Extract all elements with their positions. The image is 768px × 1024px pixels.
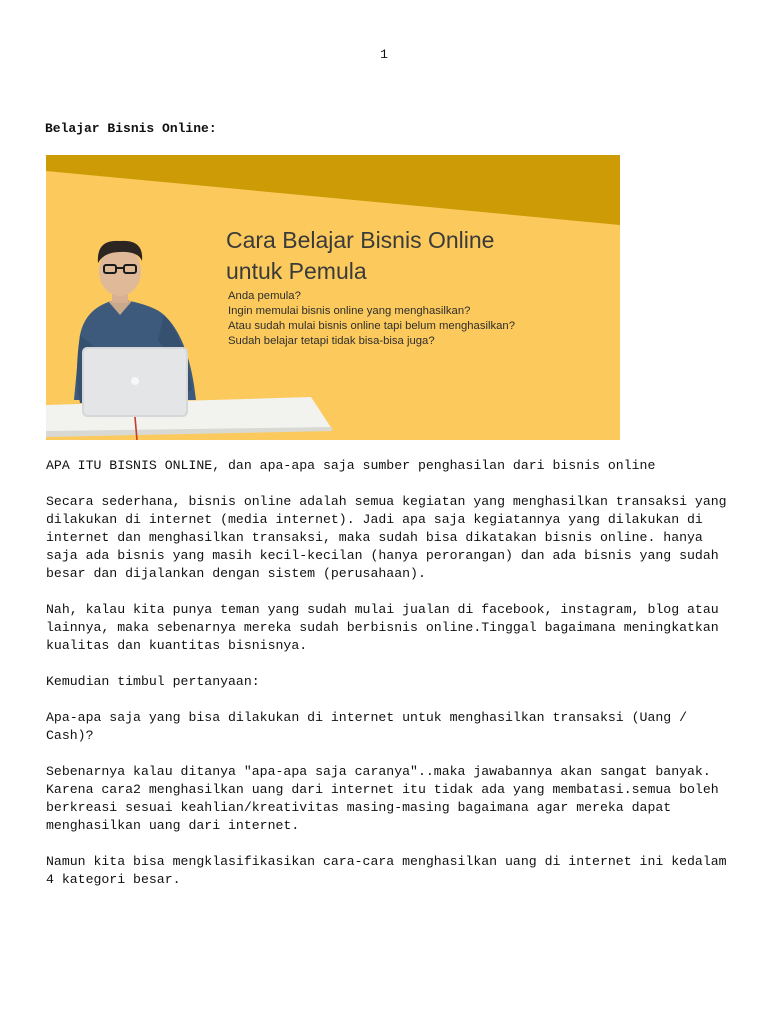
banner-question: Sudah belajar tetapi tidak bisa-bisa juga? [228, 335, 435, 347]
paragraph: Secara sederhana, bisnis online adalah semua kegiatan yang menghasilkan transaksi yang dilakukan di internet (media internet). Jadi apa saja kegiatannya yang dilakukan di internet dan menghasilkan transaksi, maka sudah bisa dikatakan bisnis online. hanya saja ada bisnis yang masih kecil-kecilan (hanya perorangan) dan ada bisnis yang sudah besar dan dijalankan dengan sistem (perusahaan). [46, 494, 727, 581]
paragraph: Nah, kalau kita punya teman yang sudah mulai jualan di facebook, instagram, blog atau lainnya, maka sebenarnya mereka sudah berbisnis online.Tinggal bagaimana meningkatkan kualitas dan kuantitas bisnisnya. [46, 602, 719, 653]
article-body [46, 457, 736, 907]
paragraph: APA ITU BISNIS ONLINE, dan apa-apa saja sumber penghasilan dari bisnis online [46, 458, 656, 473]
banner-image [46, 155, 620, 440]
banner-question: Ingin memulai bisnis online yang menghasilkan? [228, 305, 471, 317]
paragraph: Apa-apa saja yang bisa dilakukan di internet untuk menghasilkan transaksi (Uang / Cash)? [46, 710, 688, 743]
banner-title-line: Cara Belajar Bisnis Online [226, 227, 495, 253]
paragraph: Kemudian timbul pertanyaan: [46, 674, 260, 689]
banner-question: Anda pemula? [228, 290, 301, 302]
article-heading: Belajar Bisnis Online: [45, 121, 217, 136]
banner-title [226, 225, 494, 287]
paragraph: Namun kita bisa mengklasifikasikan cara-cara menghasilkan uang di internet ini kedalam 4 kategori besar. [46, 854, 727, 887]
banner-title-line: untuk Pemula [226, 258, 367, 284]
page-number: 1 [380, 47, 388, 62]
paragraph: Sebenarnya kalau ditanya "apa-apa saja caranya"..maka jawabannya akan sangat banyak. Karena cara2 menghasilkan uang dari internet itu tidak ada yang membatasi.semua boleh berkreasi sesuai keahlian/kreativitas masing-masing bagaimana agar mereka dapat menghasilkan uang dari internet. [46, 764, 719, 833]
banner-question: Atau sudah mulai bisnis online tapi belum menghasilkan? [228, 320, 515, 332]
banner-questions [228, 289, 515, 349]
